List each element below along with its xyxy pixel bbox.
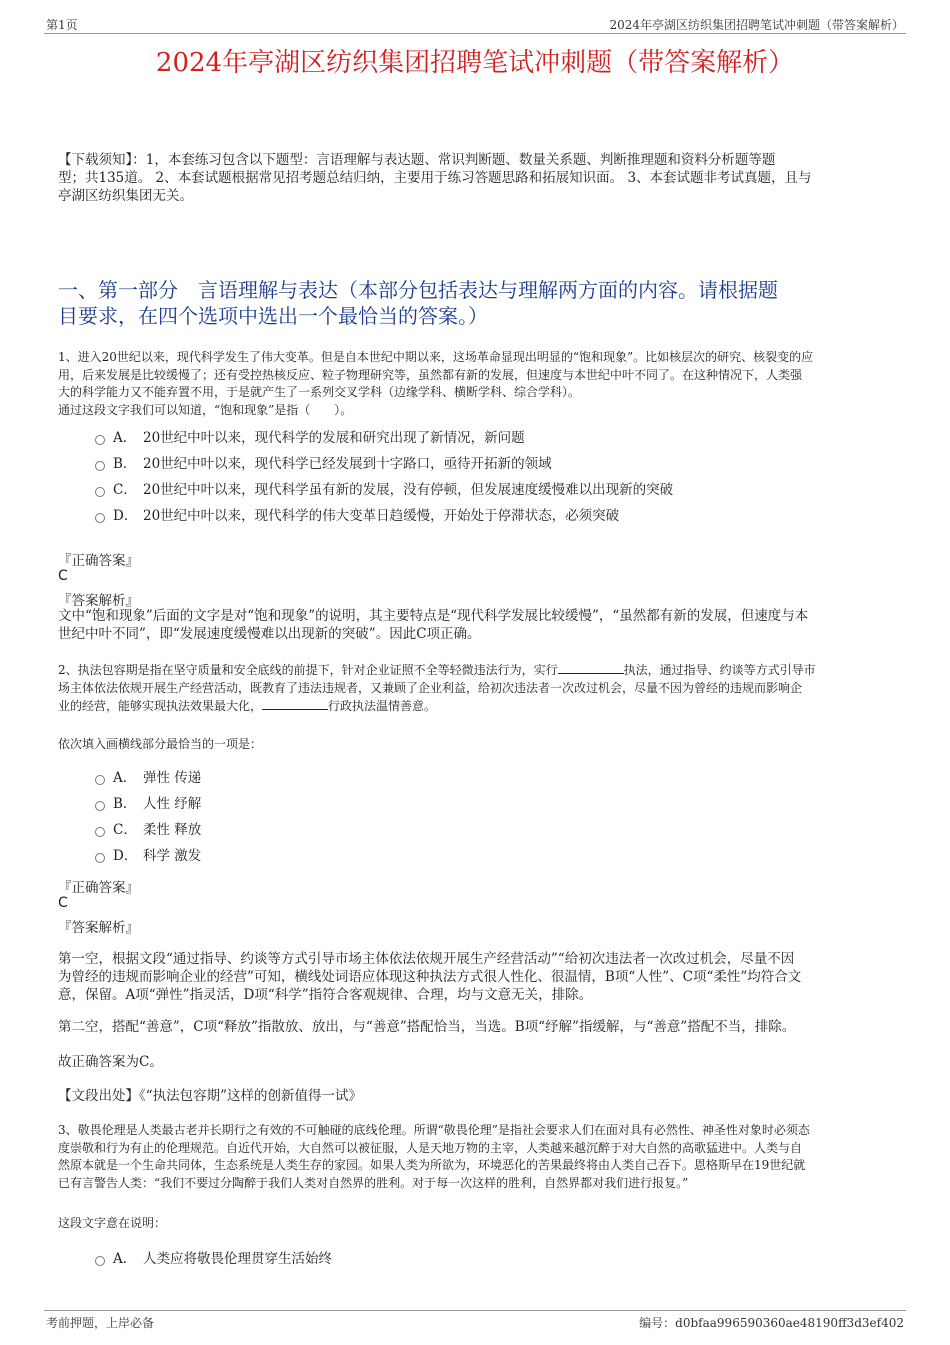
option-letter: B． xyxy=(113,796,137,812)
option-text: 人性 纾解 xyxy=(143,796,202,812)
option-letter: D． xyxy=(113,848,138,864)
radio-icon[interactable] xyxy=(95,1256,105,1266)
analysis-line: 世纪中叶不同”，即“发展速度缓慢难以出现新的突破”。因此C项正确。 xyxy=(58,626,481,642)
stem-line: 然原本就是一个生命共同体，生态系统是人类生存的家园。如果人类为所欲为，环境恶化的苦果最终将由人类自己吞下。恩格斯早在19世纪就 xyxy=(58,1158,806,1172)
stem-line: 3、敬畏伦理是人类最古老并长期行之有效的不可触碰的底线伦理。所谓“敬畏伦理”是指社会要求人们在面对具有必然性、神圣性对象时必须态 xyxy=(58,1123,810,1137)
option-letter: A． xyxy=(113,430,137,446)
q2-option-d[interactable] xyxy=(95,846,201,866)
header-doc-title: 2024年亭湖区纺织集团招聘笔试冲刺题（带答案解析） xyxy=(609,18,904,32)
analysis-line: 文中“饱和现象”后面的文字是对“饱和现象”的说明，其主要特点是“现代科学发展比较缓慢”，“虽然都有新的发展，但速度与本 xyxy=(58,608,809,624)
notice-line: 型；共135道。 2、本套试题根据常见招考题总结归纳，主要用于练习答题思路和拓展知识面。 3、本套试题非考试真题，且与 xyxy=(58,170,812,186)
q1-option-b[interactable] xyxy=(95,454,552,474)
option-letter: D． xyxy=(113,508,138,524)
analysis-line: 为曾经的违规而影响企业的经营”可知，横线处词语应体现这种执法方式很人性化、很温情，B项“人性”、C项“柔性”均符合文 xyxy=(58,969,802,985)
question-prompt: 通过这段文字我们可以知道，“饱和现象”是指（ ）。 xyxy=(58,402,353,417)
option-letter: C． xyxy=(113,822,137,838)
q3-option-a[interactable] xyxy=(95,1249,332,1269)
section-heading-line: 一、第一部分 言语理解与表达（本部分包括表达与理解两方面的内容。请根据题 xyxy=(58,278,778,302)
q3-prompt: 这段文字意在说明： xyxy=(58,1216,167,1230)
option-letter: B． xyxy=(113,456,137,472)
option-text: 柔性 释放 xyxy=(143,822,202,838)
stem-line: 用，后来发展是比较缓慢了；还有受控热核反应、粒子物理研究等，虽然都有新的发展，但速度与本世纪中叶不同了。在这种情况下，人类强 xyxy=(58,367,803,382)
q1-analysis xyxy=(58,607,908,643)
footer-doc-id: 编号：d0bfaa996590360ae48190ff3d3ef402 xyxy=(639,1316,904,1330)
q1-answer-label: 『正确答案』 xyxy=(58,553,139,569)
stem-line: 度崇敬和行为有止的伦理规范。自近代开始，大自然可以被征服，人是天地万物的主宰，人类越来越沉醉于对大自然的高歌猛进中。人类与自 xyxy=(58,1140,803,1155)
download-notice xyxy=(58,151,908,205)
q1-option-c[interactable] xyxy=(95,480,673,500)
stem-line: 大的科学能力又不能弃置不用，于是就产生了一系列交叉学科（边缘学科、横断学科、综合学科）。 xyxy=(58,385,581,399)
radio-icon[interactable] xyxy=(95,435,105,445)
option-text: 20世纪中叶以来，现代科学的发展和研究出现了新情况，新问题 xyxy=(143,430,525,446)
stem-text: 业的经营，能够实现执法效果最大化， xyxy=(58,699,263,713)
q2-analysis-part2: 第二空，搭配“善意”，C项“释放”指散放、放出，与“善意”搭配恰当，当选。B项“纾解”指缓解，与“善意”搭配不当，排除。 xyxy=(58,1019,796,1035)
option-text: 20世纪中叶以来，现代科学虽有新的发展，没有停顿，但发展速度缓慢难以出现新的突破 xyxy=(143,482,674,498)
question-3-stem xyxy=(58,1122,908,1192)
q2-conclusion: 故正确答案为C。 xyxy=(58,1054,163,1070)
notice-line: 亭湖区纺织集团无关。 xyxy=(58,188,193,204)
analysis-line: 第一空，根据文段“通过指导、约谈等方式引导市场主体依法依规开展生产经营活动”“给初次违法者一次改过机会，尽量不因 xyxy=(58,951,795,967)
option-letter: A． xyxy=(113,1251,137,1267)
q1-option-d[interactable] xyxy=(95,506,619,526)
question-1-stem xyxy=(58,349,908,419)
page-title: 2024年亭湖区纺织集团招聘笔试冲刺题（带答案解析） xyxy=(155,48,795,78)
option-text: 科学 激发 xyxy=(143,848,202,864)
radio-icon[interactable] xyxy=(95,461,105,471)
option-text: 20世纪中叶以来，现代科学已经发展到十字路口，亟待开拓新的领域 xyxy=(143,456,552,472)
stem-text: 行政执法温情善意。 xyxy=(328,699,437,713)
stem-line: 场主体依法依规开展生产经营活动，既教育了违法违规者，又兼顾了企业利益，给初次违法者一次改过机会，尽量不因为曾经的违规而影响企 xyxy=(58,680,803,695)
footer-slogan: 考前押题，上岸必备 xyxy=(46,1316,155,1330)
radio-icon[interactable] xyxy=(95,801,105,811)
stem-line xyxy=(58,661,908,680)
radio-icon[interactable] xyxy=(95,853,105,863)
fill-blank-2 xyxy=(262,697,328,710)
q2-answer: C xyxy=(58,895,68,911)
option-text: 人类应将敬畏伦理贯穿生活始终 xyxy=(143,1251,332,1267)
q2-prompt: 依次填入画横线部分最恰当的一项是： xyxy=(58,737,263,751)
fill-blank-1 xyxy=(558,661,624,674)
option-letter: A． xyxy=(113,770,137,786)
header-divider xyxy=(44,33,906,34)
q1-analysis-label: 『答案解析』 xyxy=(58,593,139,609)
q2-option-b[interactable] xyxy=(95,794,201,814)
q2-source: 【文段出处】《“执法包容期”这样的创新值得一试》 xyxy=(58,1088,363,1104)
page-number: 第1页 xyxy=(46,18,78,32)
q2-option-a[interactable] xyxy=(95,768,201,788)
stem-line: 已有言警告人类：“我们不要过分陶醉于我们人类对自然界的胜利。对于每一次这样的胜利，自然界都对我们进行报复。” xyxy=(58,1175,689,1190)
footer-divider xyxy=(44,1310,906,1311)
radio-icon[interactable] xyxy=(95,513,105,523)
stem-text: 2、执法包容期是指在坚守质量和安全底线的前提下，针对企业证照不全等轻微违法行为，实行 xyxy=(58,663,558,677)
option-text: 弹性 传递 xyxy=(143,770,202,786)
analysis-line: 意，保留。A项“弹性”指灵活，D项“科学”指符合客观规律、合理，均与文意无关，排除。 xyxy=(58,987,593,1003)
q2-analysis-part1 xyxy=(58,950,908,1004)
stem-line: 1、进入20世纪以来，现代科学发生了伟大变革。但是自本世纪中期以来，这场革命显现出明显的“饱和现象”。比如核层次的研究、核裂变的应 xyxy=(58,350,814,364)
q1-option-a[interactable] xyxy=(95,428,525,448)
section-heading xyxy=(58,277,908,329)
option-letter: C． xyxy=(113,482,137,498)
option-text: 20世纪中叶以来，现代科学的伟大变革日趋缓慢，开始处于停滞状态，必须突破 xyxy=(143,508,620,524)
q2-analysis-label: 『答案解析』 xyxy=(58,920,139,936)
stem-text: 执法，通过指导、约谈等方式引导市 xyxy=(623,663,816,677)
question-2-stem xyxy=(58,661,908,716)
q2-answer-label: 『正确答案』 xyxy=(58,880,139,896)
radio-icon[interactable] xyxy=(95,775,105,785)
section-heading-line: 目要求，在四个选项中选出一个最恰当的答案。） xyxy=(58,304,488,328)
q1-answer: C xyxy=(58,568,68,584)
radio-icon[interactable] xyxy=(95,487,105,497)
radio-icon[interactable] xyxy=(95,827,105,837)
q2-option-c[interactable] xyxy=(95,820,201,840)
notice-line: 【下载须知】：1，本套练习包含以下题型：言语理解与表达题、常识判断题、数量关系题、判断推理题和资料分析题等题 xyxy=(58,152,776,168)
stem-line xyxy=(58,697,908,716)
